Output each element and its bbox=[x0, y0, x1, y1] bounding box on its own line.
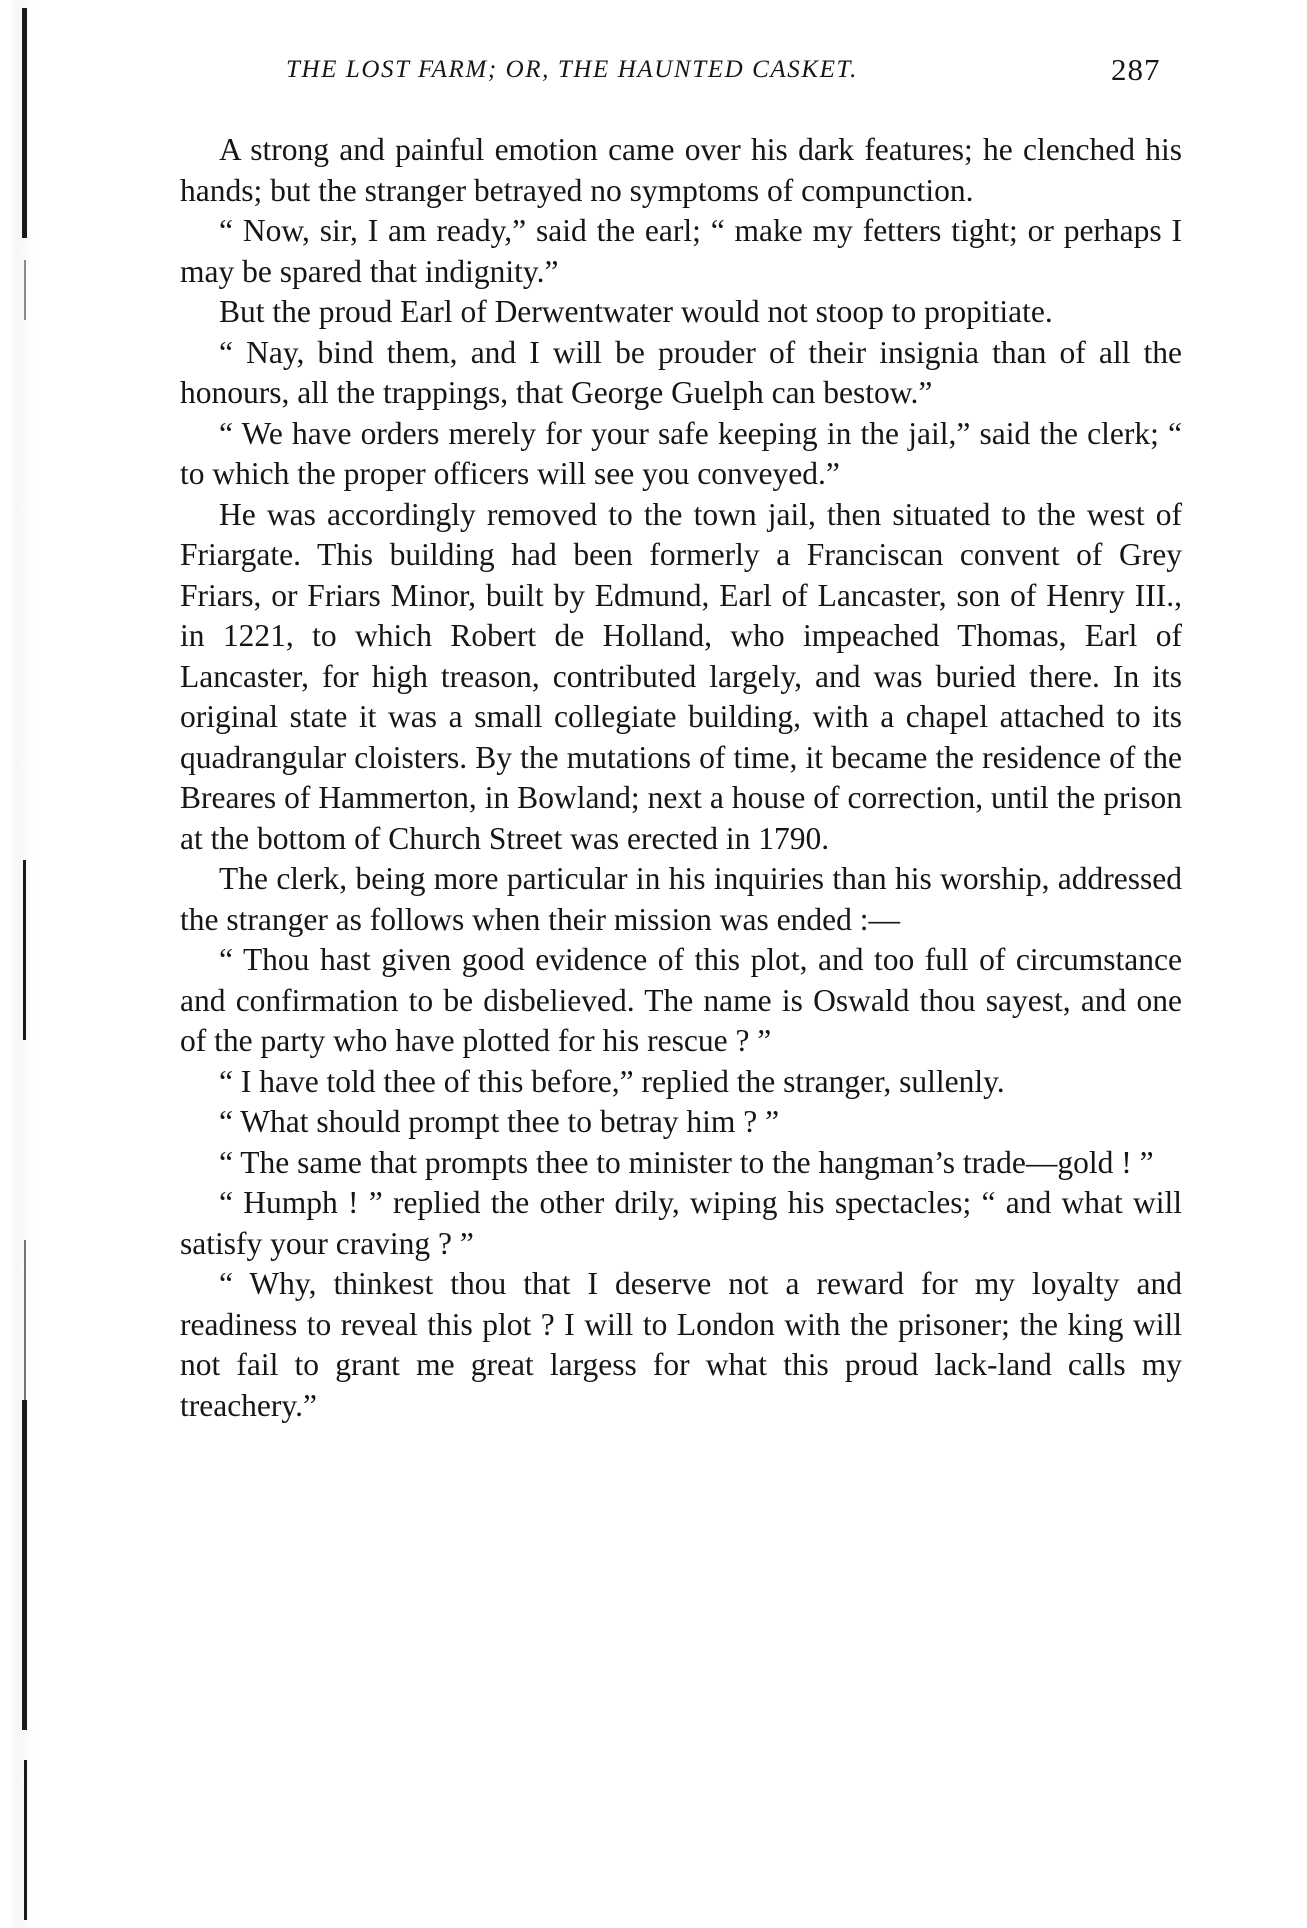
paragraph: “ Why, thinkest thou that I deserve not a reward for my loyalty and readiness to reveal this plot ? I will to London with the prisoner; the king will not fail to grant me great largess for what this proud lack-land calls my treachery.” bbox=[180, 1266, 1182, 1423]
binding-mark bbox=[24, 260, 26, 320]
binding-mark bbox=[23, 860, 26, 1040]
paragraph: “ Now, sir, I am ready,” said the earl; “ make my fetters tight; or perhaps I may be spared that indignity.” bbox=[180, 213, 1182, 289]
paragraph: The clerk, being more particular in his inquiries than his worship, addressed the stranger as follows when their mission was ended :— bbox=[180, 861, 1182, 937]
paragraph: “ Humph ! ” replied the other drily, wiping his spectacles; “ and what will satisfy your craving ? ” bbox=[180, 1185, 1182, 1261]
page-number: 287 bbox=[1111, 52, 1161, 87]
paragraph: “ Thou hast given good evidence of this plot, and too full of circumstance and confirmation to be disbelieved. The name is Oswald thou sayest, and one of the party who have plotted for his rescue ? ” bbox=[180, 942, 1182, 1058]
paragraph: “ Nay, bind them, and I will be prouder of their insignia than of all the honours, all the trappings, that George Guelph can bestow.” bbox=[180, 334, 1182, 410]
paragraph: But the proud Earl of Derwentwater would not stoop to propitiate. bbox=[219, 294, 1053, 329]
running-header bbox=[286, 52, 1186, 96]
binding-mark bbox=[24, 1760, 27, 1920]
paragraph: He was accordingly removed to the town jail, then situated to the west of Friargate. This building had been formerly a Franciscan convent of Grey Friars, or Friars Minor, built by Edmund, Earl of Lancaster, son of Henry III., in 1221, to which Robert de Holland, who impeached Thomas, Earl of Lancaster, for high treason, contributed largely, and was buried there. In its original state it was a small collegiate building, with a chapel attached to its quadrangular cloisters. By the mutations of time, it became the residence of the Breares of Hammerton, in Bowland; next a house of correction, until the prison at the bottom of Church Street was erected in 1790. bbox=[180, 496, 1182, 856]
body-text bbox=[180, 130, 1182, 1426]
running-title: THE LOST FARM; OR, THE HAUNTED CASKET. bbox=[286, 56, 858, 83]
paragraph: “ We have orders merely for your safe keeping in the jail,” said the clerk; “ to which the proper officers will see you conveyed.” bbox=[180, 415, 1182, 491]
binding-mark bbox=[24, 1240, 26, 1400]
paragraph: “ I have told thee of this before,” replied the stranger, sullenly. bbox=[219, 1063, 1005, 1099]
paragraph: A strong and painful emotion came over his dark features; he clenched his hands; but the stranger betrayed no symptoms of compunction. bbox=[180, 132, 1182, 208]
paragraph: “ What should prompt thee to betray him ? ” bbox=[219, 1104, 780, 1139]
binding-mark bbox=[22, 1400, 27, 1730]
binding-shadow bbox=[0, 0, 34, 1928]
paragraph: “ The same that prompts thee to minister to the hangman’s trade—gold ! ” bbox=[219, 1144, 1154, 1180]
binding-mark bbox=[22, 8, 27, 238]
